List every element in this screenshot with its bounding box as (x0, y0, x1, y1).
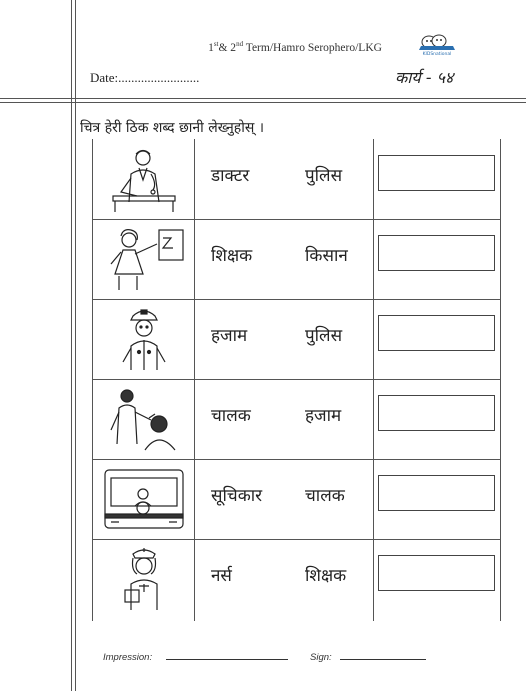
word-option-2[interactable]: पुलिस (305, 326, 343, 346)
word-option-2[interactable]: हजाम (305, 406, 342, 426)
nurse-icon (101, 544, 187, 614)
term-suffix-2: nd (236, 40, 244, 48)
answer-box[interactable] (378, 475, 495, 511)
word-option-1[interactable]: शिक्षक (211, 246, 253, 266)
activity-number: कार्य - ५४ (395, 68, 454, 87)
answer-box[interactable] (378, 555, 495, 591)
impression-line[interactable] (166, 659, 288, 660)
word-option-1[interactable]: सूचिकार (211, 486, 263, 506)
term-rest: Term/Hamro Serophero/LKG (243, 41, 382, 54)
margin-line-left-1 (71, 0, 72, 691)
police-icon (101, 304, 187, 374)
word-option-2[interactable]: किसान (305, 246, 348, 266)
doctor-icon (101, 144, 187, 214)
picture-cell (93, 379, 195, 459)
word-option-1[interactable]: चालक (211, 406, 251, 426)
table-row (93, 299, 500, 380)
column-divider (373, 379, 374, 459)
table-row (93, 459, 500, 540)
picture-cell (93, 219, 195, 299)
word-option-2[interactable]: शिक्षक (305, 566, 347, 586)
picture-cell (93, 139, 195, 219)
picture-cell (93, 539, 195, 621)
term-number: 1 (208, 41, 214, 54)
term-title (150, 40, 440, 54)
word-option-1[interactable]: डाक्टर (211, 166, 250, 186)
margin-line-left-2 (75, 0, 76, 691)
column-divider (373, 459, 374, 539)
table-row (93, 139, 500, 220)
picture-cell (93, 459, 195, 539)
word-option-2[interactable]: चालक (305, 486, 345, 506)
table-row (93, 219, 500, 300)
impression-label: Impression: (103, 652, 153, 663)
header-divider-2 (0, 102, 526, 103)
worksheet-table (92, 139, 501, 621)
column-divider (373, 219, 374, 299)
date-field: Date:......................... (90, 70, 200, 85)
column-divider (373, 299, 374, 379)
word-option-1[interactable]: हजाम (211, 326, 248, 346)
word-option-2[interactable]: पुलिस (305, 166, 343, 186)
column-divider (373, 539, 374, 621)
svg-text:KIDSnational: KIDSnational (422, 52, 452, 57)
table-row (93, 379, 500, 460)
kids-logo (417, 33, 457, 57)
term-mid: & 2 (218, 41, 237, 54)
table-row (93, 539, 500, 621)
word-option-1[interactable]: नर्स (211, 566, 232, 586)
teacher-icon (101, 224, 187, 294)
picture-cell (93, 299, 195, 379)
instruction-text: चित्र हेरी ठिक शब्द छानी लेख्नुहोस् । (80, 120, 265, 136)
barber-icon (101, 384, 187, 454)
answer-box[interactable] (378, 395, 495, 431)
answer-box[interactable] (378, 315, 495, 351)
bus-driver-icon (101, 464, 187, 534)
column-divider (373, 139, 374, 219)
answer-box[interactable] (378, 155, 495, 191)
answer-box[interactable] (378, 235, 495, 271)
header-divider-1 (0, 98, 526, 99)
sign-line[interactable] (340, 659, 426, 660)
term-suffix-1: st (213, 40, 219, 48)
sign-label: Sign: (310, 652, 332, 663)
